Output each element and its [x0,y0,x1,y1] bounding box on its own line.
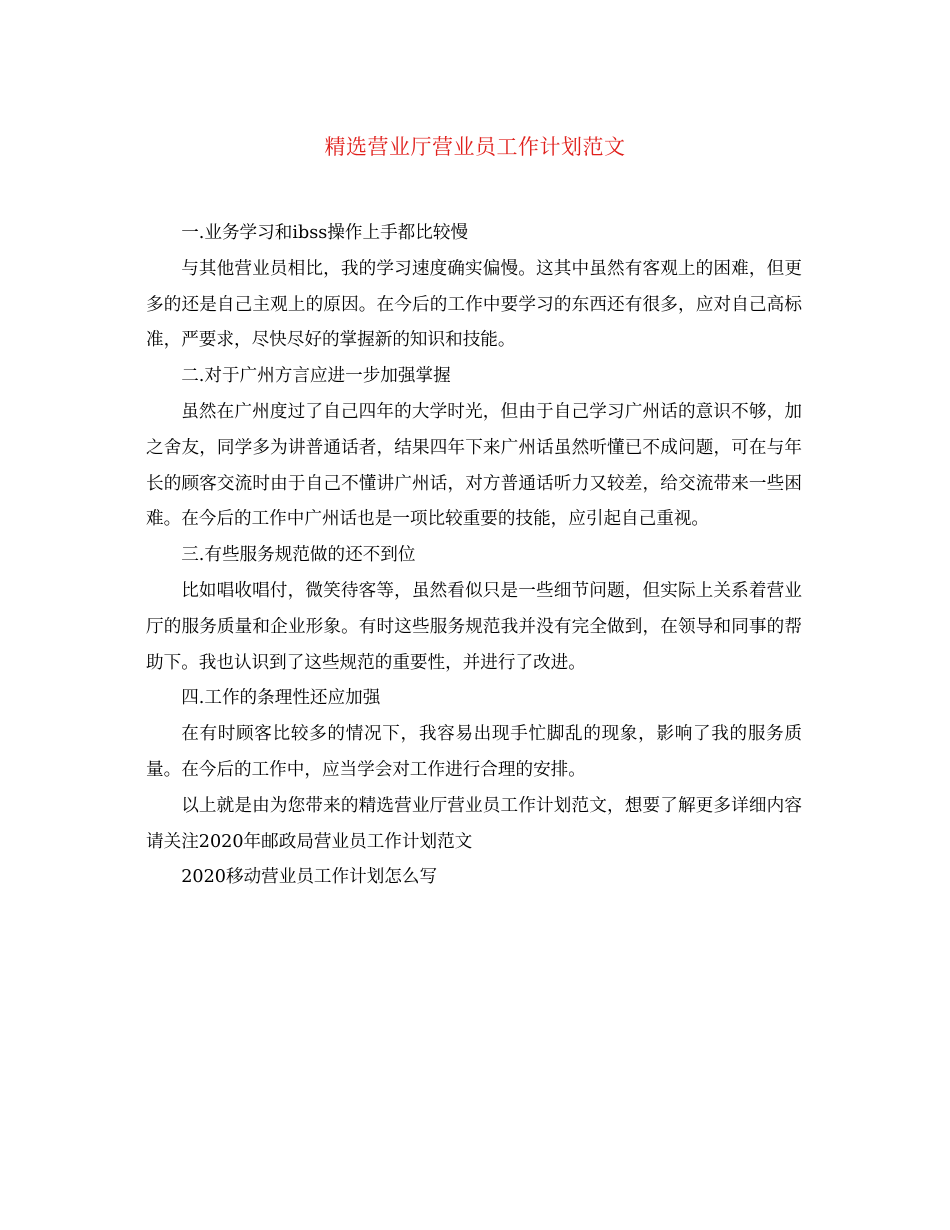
paragraph-3: 比如唱收唱付，微笑待客等，虽然看似只是一些细节问题，但实际上关系着营业厅的服务质量和企业形象。有时这些服务规范我并没有完全做到，在领导和同事的帮助下。我也认识到了这些规范的重要性，并进行了改进。 [146,580,802,673]
related-link-text: 2020移动营业员工作计划怎么写 [181,867,438,888]
section-heading-2: 二.对于广州方言应进一步加强掌握 [181,366,451,387]
section-heading-4: 四.工作的条理性还应加强 [181,688,381,709]
document-body [146,216,802,896]
paragraph-4: 在有时顾客比较多的情况下，我容易出现手忙脚乱的现象，影响了我的服务质量。在今后的工作中，应当学会对工作进行合理的安排。 [146,724,802,780]
section-heading-3: 三.有些服务规范做的还不到位 [181,545,416,566]
closing-paragraph: 以上就是由为您带来的精选营业厅营业员工作计划范文，想要了解更多详细内容请关注2020年邮政局营业员工作计划范文 [146,795,802,852]
paragraph-2: 虽然在广州度过了自己四年的大学时光，但由于自己学习广州话的意识不够，加之舍友，同学多为讲普通话者，结果四年下来广州话虽然听懂已不成问题，可在与年长的顾客交流时由于自己不懂讲广州话，对方普通话听力又较差，给交流带来一些困难。在今后的工作中广州话也是一项比较重要的技能，应引起自己重视。 [146,401,802,530]
paragraph-1: 与其他营业员相比，我的学习速度确实偏慢。这其中虽然有客观上的困难，但更多的还是自己主观上的原因。在今后的工作中要学习的东西还有很多，应对自己高标准，严要求，尽快尽好的掌握新的知识和技能。 [146,258,802,351]
section-heading-1: 一.业务学习和ibss操作上手都比较慢 [181,223,469,243]
document-title: 精选营业厅营业员工作计划范文 [324,135,626,159]
